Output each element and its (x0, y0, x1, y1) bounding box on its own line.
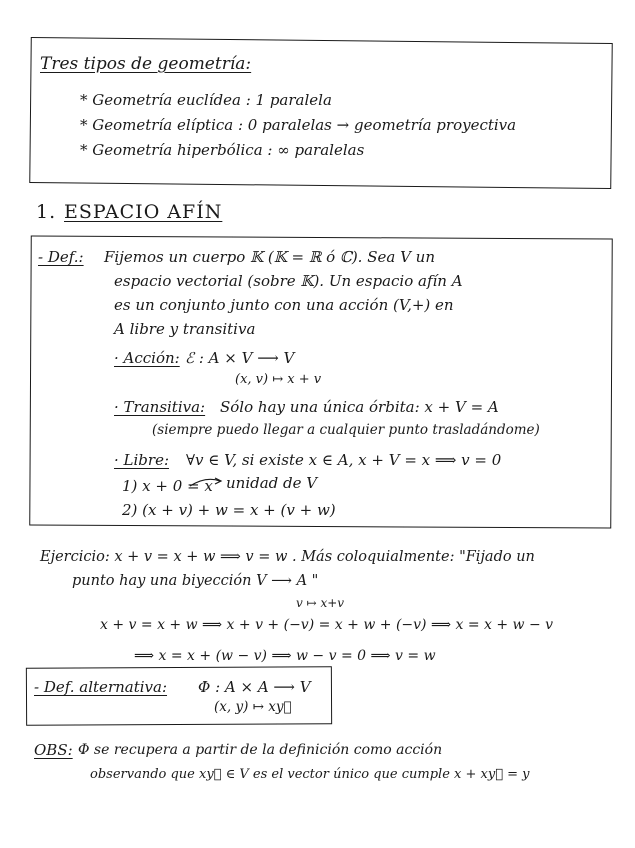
alt-definition-box (26, 666, 332, 726)
definition-line-3: es un conjunto junto con una acción (V,+) en (114, 296, 454, 314)
geometry-item-hiperbolica: * Geometría hiperbólica : ∞ paralelas (80, 141, 365, 159)
geometry-box-title: Tres tipos de geometría: (40, 54, 252, 74)
accion-label: · Acción: (114, 349, 180, 367)
accion-formula: ℰ : A × V ⟶ V (185, 349, 295, 367)
property-1: 1) x + 0 = x (122, 477, 213, 495)
unidad-arrow-icon (188, 476, 224, 488)
exercise-line-4: ⟹ x = x + (w − v) ⟹ w − v = 0 ⟹ v = w (134, 648, 436, 664)
definition-label: - Def.: (38, 248, 84, 266)
alt-definition-formula: Φ : A × A ⟶ V (198, 678, 311, 696)
definition-line-1: Fijemos un cuerpo 𝕂 (𝕂 = ℝ ó ℂ). Sea V un (104, 248, 435, 266)
exercise-line-3: x + v = x + w ⟹ x + v + (−v) = x + w + (−v) ⟹ x = x + w − v (100, 617, 554, 633)
section-number: 1. (36, 201, 57, 223)
transitiva-text: Sólo hay una única órbita: x + V = A (220, 398, 499, 416)
exercise-line-1: Ejercicio: x + v = x + w ⟹ v = w . Más coloquialmente: "Fijado un (40, 549, 535, 565)
exercise-bijection-map: v ↦ x+v (296, 596, 345, 610)
definition-line-2: espacio vectorial (sobre 𝕂). Un espacio afín A (114, 272, 463, 290)
libre-text: ∀v ∈ V, si existe x ∈ A, x + V = x ⟹ v = 0 (186, 451, 502, 469)
property-1-note: unidad de V (226, 474, 318, 492)
obs-line-1: Φ se recupera a partir de la definición como acción (78, 742, 443, 758)
alt-definition-label: - Def. alternativa: (34, 678, 168, 696)
accion-map: (x, v) ↦ x + v (235, 372, 322, 387)
geometry-item-euclidea: * Geometría euclídea : 1 paralela (80, 91, 332, 109)
transitiva-note: (siempre puedo llegar a cualquier punto trasladándome) (152, 422, 540, 438)
libre-label: · Libre: (114, 451, 169, 469)
transitiva-label: · Transitiva: (114, 398, 206, 416)
definition-line-4: A libre y transitiva (114, 320, 256, 338)
alt-definition-map: (x, y) ↦ xy⃗ (214, 699, 292, 715)
obs-line-2: observando que xy⃗ ∈ V es el vector único que cumple x + xy⃗ = y (90, 767, 530, 782)
property-2: 2) (x + v) + w = x + (v + w) (122, 501, 336, 519)
exercise-line-2: punto hay una biyección V ⟶ A " (72, 573, 319, 589)
obs-label: OBS: (34, 741, 73, 759)
geometry-item-eliptica: * Geometría elíptica : 0 paralelas → geometría proyectiva (80, 116, 517, 134)
section-title: ESPACIO AFÍN (64, 201, 223, 223)
